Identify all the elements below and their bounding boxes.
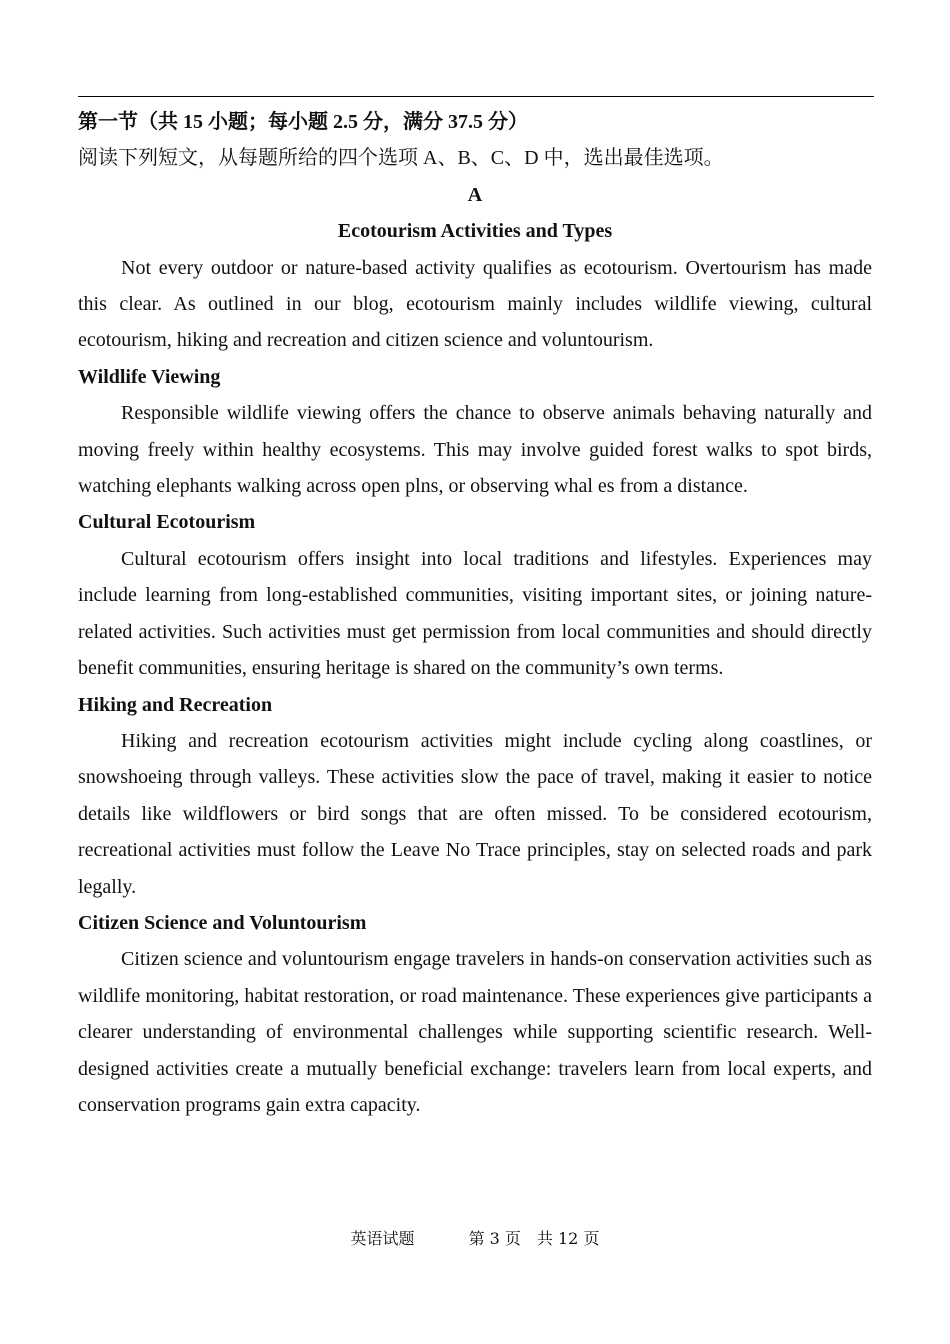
section-body-hiking-recreation: Hiking and recreation ecotourism activities might include cycling along coastlines, or snowshoeing through valleys. These activities slow the pace of travel, making it easier to notice details like wildflowers or bird songs that are often missed. To be considered ecotourism, recreational activities must follow the Leave No Trace principles, stay on selected roads and park legally. [78, 729, 872, 898]
footer-subject: 英语试题 [350, 1229, 415, 1248]
section-body-citizen-science: Citizen science and voluntourism engage travelers in hands-on conservation activities such as wildlife monitoring, habitat restoration, or road maintenance. These experiences give participants a clearer understanding of environmental challenges while supporting scientific research. Well-designed activities create a mutually beneficial exchange: travelers learn from local experts, and conservation programs gain extra capacity. [78, 948, 872, 1116]
section-heading-cultural-ecotourism: Cultural Ecotourism [78, 511, 256, 534]
section-heading-wildlife-viewing: Wildlife Viewing [78, 365, 221, 388]
section-body-wildlife-viewing: Responsible wildlife viewing offers the chance to observe animals behaving naturally and moving freely within healthy ecosystems. This may involve guided forest walks to spot birds, watching elephants walking across open plns, or observing whal es from a distance. [78, 402, 872, 498]
footer-page-info: 第 3 页 共 12 页 [468, 1229, 600, 1248]
header-rule [78, 96, 874, 97]
passage-letter: A [467, 183, 483, 206]
page-footer [0, 1228, 950, 1250]
section-heading-hiking-recreation: Hiking and Recreation [78, 693, 273, 716]
instruction-text: 阅读下列短文，从每题所给的四个选项 A、B、C、D 中，选出最佳选项。 [78, 147, 724, 170]
section-title: 第一节（共 15 小题；每小题 2.5 分，满分 37.5 分） [78, 111, 528, 133]
section-body-cultural-ecotourism: Cultural ecotourism offers insight into local traditions and lifestyles. Experiences may include learning from long-established communities, visiting important sites, or joining nature-related activities. Such activities must get permission from local communities and should directly benefit communities, ensuring heritage is shared on the community’s own terms. [78, 547, 872, 680]
passage-intro: Not every outdoor or nature-based activity qualifies as ecotourism. Overtourism has made this clear. As outlined in our blog, ecotourism mainly includes wildlife viewing, cultural ecotourism, hiking and recreation and citizen science and voluntourism. [78, 256, 872, 352]
page-content [78, 104, 872, 1123]
section-heading-citizen-science: Citizen Science and Voluntourism [78, 911, 367, 934]
passage-title: Ecotourism Activities and Types [337, 220, 613, 243]
